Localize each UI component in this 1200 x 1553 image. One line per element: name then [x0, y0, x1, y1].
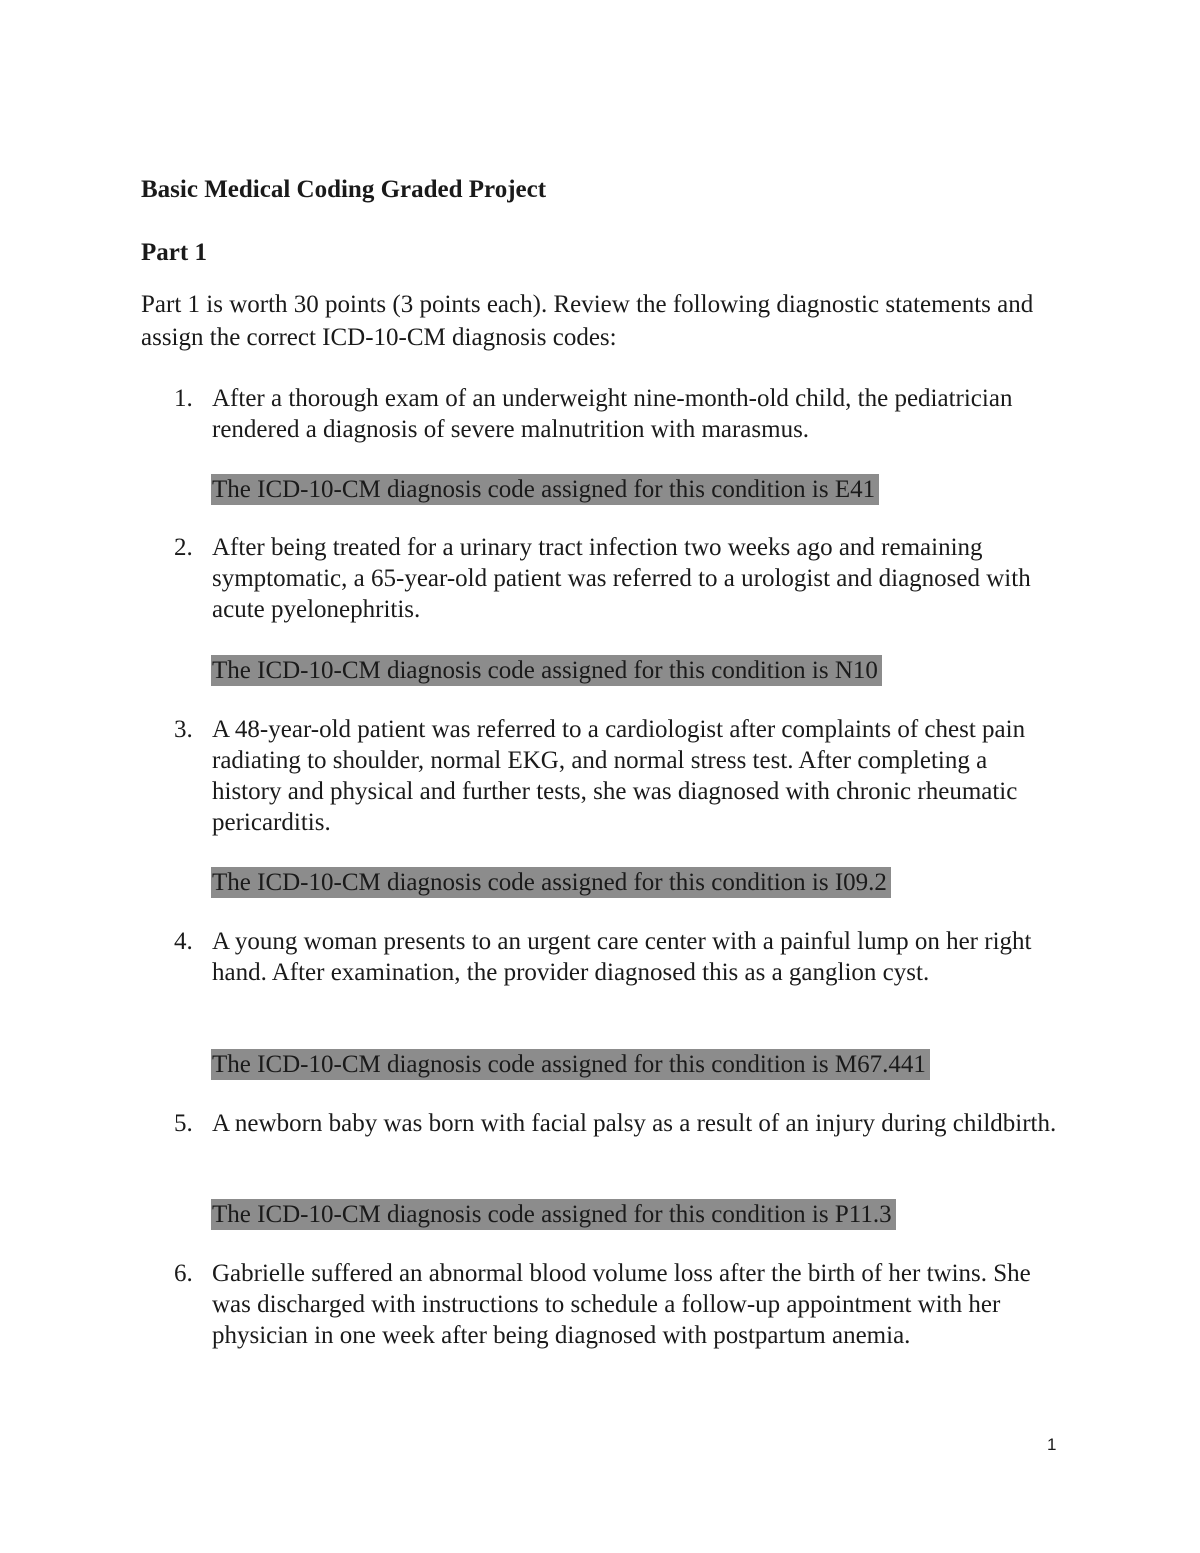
question-number: 2. — [174, 534, 193, 561]
question-number: 3. — [174, 716, 193, 743]
part-intro: Part 1 is worth 30 points (3 points each). Review the following diagnostic statements and assign the correct ICD-10-CM diagnosis codes: — [141, 291, 1034, 351]
answer-highlight: The ICD-10-CM diagnosis code assigned for this condition is E41 — [211, 474, 879, 505]
question-item — [141, 383, 1061, 445]
answer-highlight: The ICD-10-CM diagnosis code assigned for this condition is I09.2 — [211, 867, 891, 898]
question-item — [141, 1108, 1061, 1139]
question-text: A 48-year-old patient was referred to a cardiologist after complaints of chest pain radiating to shoulder, normal EKG, and normal stress test. After completing a history and physical and further tests, she was diagnosed with chronic rheumatic pericarditis. — [212, 716, 1026, 836]
question-number: 1. — [174, 385, 193, 412]
question-item — [141, 532, 1061, 625]
question-text: After being treated for a urinary tract infection two weeks ago and remaining symptomatic, a 65-year-old patient was referred to a urologist and diagnosed with acute pyelonephritis. — [212, 534, 1031, 623]
question-text: A young woman presents to an urgent care center with a painful lump on her right hand. After examination, the provider diagnosed this as a ganglion cyst. — [212, 928, 1032, 986]
question-item — [141, 926, 1061, 988]
part-heading: Part 1 — [141, 239, 207, 266]
answer-highlight: The ICD-10-CM diagnosis code assigned for this condition is N10 — [211, 655, 882, 686]
answer-highlight: The ICD-10-CM diagnosis code assigned for this condition is M67.441 — [211, 1049, 930, 1080]
question-item — [141, 1258, 1061, 1351]
question-text: A newborn baby was born with facial palsy as a result of an injury during childbirth. — [212, 1110, 1057, 1137]
page-number: 1 — [1047, 1435, 1057, 1454]
question-number: 4. — [174, 928, 193, 955]
question-text: After a thorough exam of an underweight nine-month-old child, the pediatrician rendered a diagnosis of severe malnutrition with marasmus. — [212, 385, 1013, 443]
question-item — [141, 714, 1061, 838]
question-text: Gabrielle suffered an abnormal blood volume loss after the birth of her twins. She was discharged with instructions to schedule a follow-up appointment with her physician in one week after being diagnosed with postpartum anemia. — [212, 1260, 1031, 1349]
question-number: 6. — [174, 1260, 193, 1287]
document-title: Basic Medical Coding Graded Project — [141, 176, 547, 203]
question-number: 5. — [174, 1110, 193, 1137]
answer-highlight: The ICD-10-CM diagnosis code assigned for this condition is P11.3 — [211, 1199, 896, 1230]
